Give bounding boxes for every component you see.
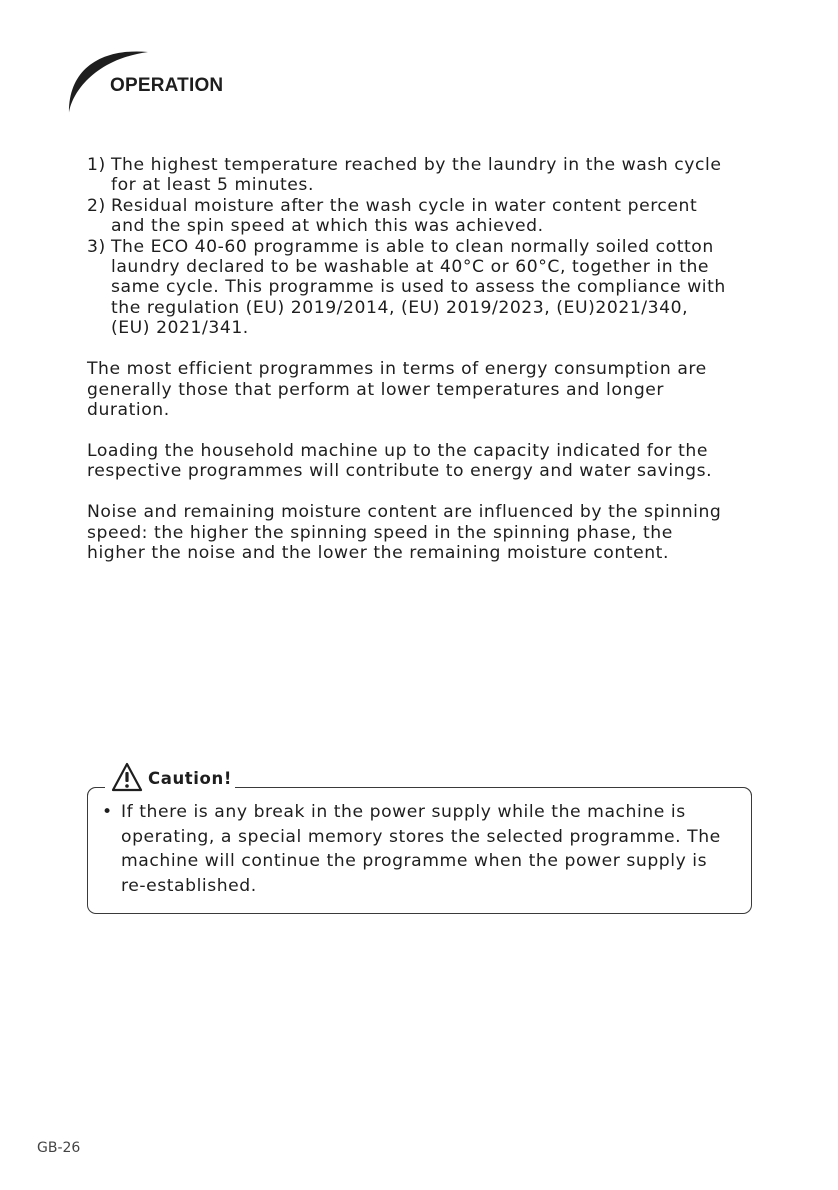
main-content xyxy=(87,155,767,563)
footnote-number: 2) xyxy=(87,195,106,216)
paragraph-line: respective programmes will contribute to energy and water savings. xyxy=(87,461,713,482)
paragraph-line: Noise and remaining moisture content are influenced by the spinning xyxy=(87,502,722,523)
footnote-line: and the spin speed at which this was achieved. xyxy=(111,216,544,237)
caution-border-top xyxy=(95,787,105,788)
footnote-number: 1) xyxy=(87,155,106,175)
paragraph-energy-efficiency xyxy=(87,359,767,420)
caution-line: If there is any break in the power supply while the machine is xyxy=(121,802,686,822)
footnote-1 xyxy=(87,155,767,196)
paragraph-line: duration. xyxy=(87,399,170,420)
footnote-line: The highest temperature reached by the laundry in the wash cycle xyxy=(111,155,722,175)
footnote-line: for at least 5 minutes. xyxy=(111,175,314,196)
footnote-number: 3) xyxy=(87,236,106,257)
caution-line: operating, a special memory stores the selected programme. The xyxy=(121,826,721,847)
footnote-line: same cycle. This programme is used to assess the compliance with xyxy=(111,277,726,298)
page-number: GB-26 xyxy=(37,1140,81,1156)
paragraph-loading-capacity xyxy=(87,441,767,482)
section-header xyxy=(60,48,320,128)
paragraph-line: Loading the household machine up to the capacity indicated for the xyxy=(87,440,708,461)
caution-line: re-established. xyxy=(121,875,257,896)
caution-bullet-item xyxy=(102,800,749,898)
paragraph-line: The most efficient programmes in terms of energy consumption are xyxy=(87,359,707,380)
caution-box xyxy=(87,762,753,916)
footnote-line: (EU) 2021/341. xyxy=(111,318,249,339)
caution-line: machine will continue the programme when the power supply is xyxy=(121,851,708,871)
paragraph-line: speed: the higher the spinning speed in the spinning phase, the xyxy=(87,522,673,543)
footnote-line: laundry declared to be washable at 40°C or 60°C, together in the xyxy=(111,257,710,278)
paragraph-line: generally those that perform at lower temperatures and longer xyxy=(87,379,665,400)
page-title: OPERATION xyxy=(110,75,224,96)
footnote-3 xyxy=(87,237,767,339)
bullet-marker: • xyxy=(102,802,113,822)
footnote-line: The ECO 40-60 programme is able to clean normally soiled cotton xyxy=(111,236,714,257)
footnote-2 xyxy=(87,196,767,237)
caution-border-corner xyxy=(87,787,98,798)
footnote-line: the regulation (EU) 2019/2014, (EU) 2019/2023, (EU)2021/340, xyxy=(111,297,689,318)
warning-triangle-icon xyxy=(111,762,143,792)
caution-title: Caution! xyxy=(148,769,232,788)
caution-border-top xyxy=(235,787,743,788)
caution-border-corner xyxy=(742,787,752,798)
footnote-line: Residual moisture after the wash cycle in water content percent xyxy=(111,195,698,216)
paragraph-noise-moisture xyxy=(87,502,767,563)
paragraph-line: higher the noise and the lower the remaining moisture content. xyxy=(87,543,669,563)
